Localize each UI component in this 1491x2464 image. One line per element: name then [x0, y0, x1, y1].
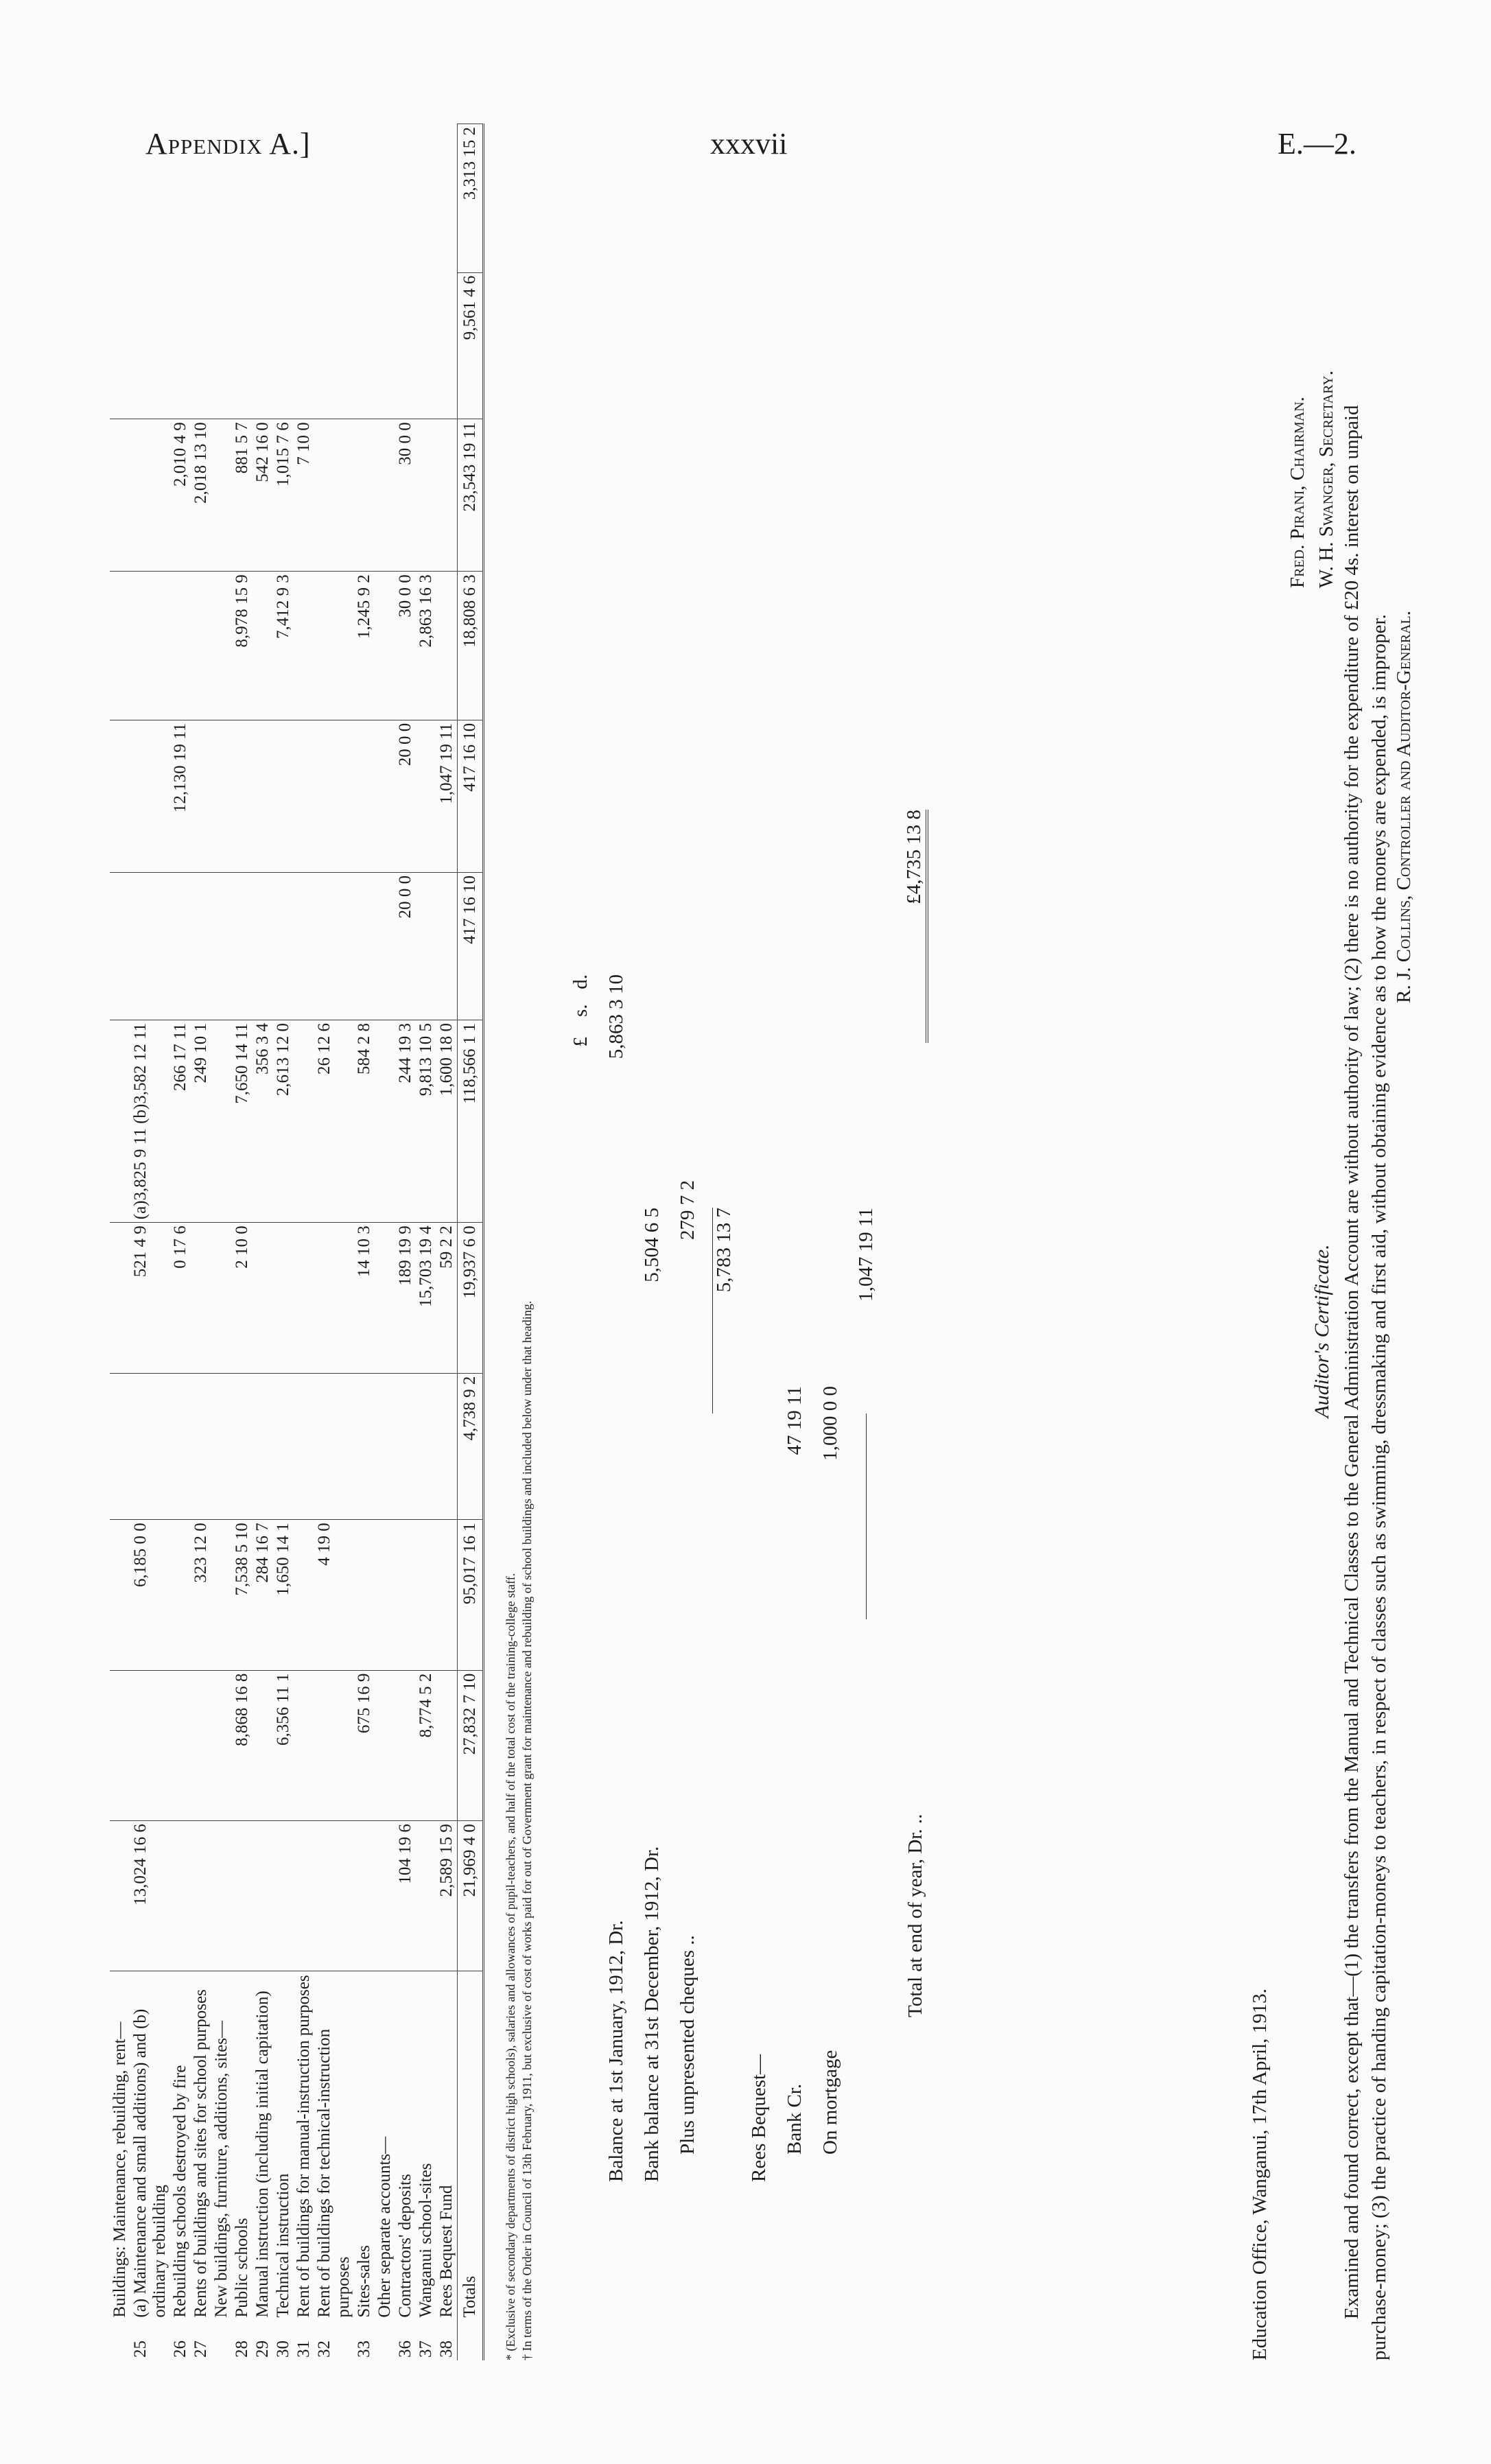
amount-cell: 8,978 15 9: [232, 572, 253, 720]
amount-cell: 4 19 0: [314, 1520, 354, 1670]
amount-cell: [354, 419, 375, 572]
amount-cell: 12,130 19 11: [170, 720, 191, 872]
row-description: Manual instruction (including initial capitation): [253, 1971, 273, 2321]
amount-cell: [170, 1373, 191, 1520]
row-description: (a) Maintenance and small additions) and (b) ordinary rebuilding: [130, 1971, 170, 2321]
totals-row: [458, 124, 484, 2361]
row-number: 26: [171, 2340, 189, 2358]
amount-cell: 59 2 2: [436, 1223, 458, 1373]
amount-cell: 521 4 9: [130, 1223, 170, 1373]
amount-cell: [273, 1223, 294, 1373]
table-row: [436, 124, 458, 2361]
amount-cell: [211, 1223, 232, 1373]
amount-cell: [110, 1520, 130, 1670]
row-description: Wanganui school-sites: [416, 1971, 436, 2321]
table-row: [130, 124, 170, 2361]
row-number: 31: [294, 2340, 313, 2358]
bankcr-value: 47 19 11: [784, 1386, 806, 1455]
mortgage-value: 1,000 0 0: [819, 1386, 842, 1461]
amount-cell: 7,412 9 3: [273, 572, 294, 720]
row-number: 30: [274, 2340, 292, 2358]
amount-cell: [375, 1520, 395, 1670]
row-description: Other separate accounts—: [375, 1971, 395, 2321]
row-description: Rent of buildings for manual-instruction purposes: [294, 1971, 314, 2321]
total-cell: 21,969 4 0: [458, 1821, 484, 1971]
amount-cell: [130, 572, 170, 720]
auditor-signature: R. J. Collins, Controller and Auditor-General.: [1393, 611, 1416, 1003]
amount-cell: [130, 419, 170, 572]
amount-cell: [395, 1670, 416, 1820]
amount-cell: [110, 1373, 130, 1520]
footnote-1: * (Exclusive of secondary departments of district high schools), salaries and allowances of pupil-teachers, and half of the total cost of the training-college staff.: [504, 1573, 517, 2360]
row-number: [110, 2321, 130, 2360]
amount-cell: [110, 1223, 130, 1373]
row-number: [375, 2321, 395, 2360]
amount-cell: 20 0 0: [395, 720, 416, 872]
amount-cell: 2,018 13 10: [191, 419, 211, 572]
balance-label: Balance at 1st January, 1912, Dr.: [605, 1920, 628, 2182]
total-cell: 19,937 6 0: [458, 1223, 484, 1373]
amount-cell: (a)3,825 9 11 (b)3,582 12 11: [130, 1020, 170, 1222]
amount-cell: [436, 1670, 458, 1820]
amount-cell: [170, 1821, 191, 1971]
total-cell: 118,566 1 1: [458, 1020, 484, 1222]
total-cell: 417 16 10: [458, 720, 484, 872]
amount-cell: [314, 1821, 354, 1971]
amount-cell: [416, 419, 436, 572]
amount-cell: [191, 1670, 211, 1820]
amount-cell: [110, 720, 130, 872]
row-description: Rees Bequest Fund: [436, 1971, 458, 2321]
amount-cell: [253, 1821, 273, 1971]
row-description: Buildings: Maintenance, rebuilding, rent—: [110, 1971, 130, 2321]
amount-cell: 244 19 3: [395, 1020, 416, 1222]
row-description: Rents of buildings and sites for school purposes: [191, 1971, 211, 2321]
amount-cell: [170, 872, 191, 1020]
amount-cell: 189 19 9: [395, 1223, 416, 1373]
table-row: [375, 124, 395, 2361]
amount-cell: [253, 872, 273, 1020]
amount-cell: [191, 872, 211, 1020]
totals-label: Totals: [458, 1971, 484, 2321]
row-number: 32: [315, 2340, 333, 2358]
amount-cell: [110, 1670, 130, 1820]
amount-cell: [130, 1670, 170, 1820]
row-number: 27: [191, 2340, 210, 2358]
amount-cell: [354, 1373, 375, 1520]
row-number: 33: [355, 2340, 373, 2358]
amount-cell: 249 10 1: [191, 1020, 211, 1222]
row-number: 37: [416, 2340, 435, 2358]
amount-cell: 104 19 6: [395, 1821, 416, 1971]
page-number: xxxvii: [710, 127, 788, 161]
header-left: Appendix A.]: [145, 127, 311, 161]
amount-cell: 30 0 0: [395, 419, 416, 572]
row-description: Contractors' deposits: [395, 1971, 416, 2321]
certificate-title: Auditor's Certificate.: [1311, 1244, 1333, 1418]
accounts-table: [110, 124, 484, 2360]
lsd-pence: d.: [570, 974, 592, 989]
amount-cell: [253, 1373, 273, 1520]
amount-cell: 1,015 7 6: [273, 419, 294, 572]
table-row: [416, 124, 436, 2361]
amount-cell: [354, 1520, 375, 1670]
amount-cell: 9,813 10 5: [416, 1020, 436, 1222]
amount-cell: [232, 720, 253, 872]
office-line: Education Office, Wanganui, 17th April, 1913.: [1249, 1988, 1271, 2360]
amount-cell: [436, 572, 458, 720]
amount-cell: [314, 1223, 354, 1373]
amount-cell: [232, 872, 253, 1020]
amount-cell: [294, 1821, 314, 1971]
amount-cell: [294, 1223, 314, 1373]
amount-cell: [211, 419, 232, 572]
mortgage-label: On mortgage: [819, 2050, 842, 2155]
lsd-pound: £: [570, 1037, 592, 1047]
amount-cell: [416, 1821, 436, 1971]
amount-cell: [375, 720, 395, 872]
table-row: [253, 124, 273, 2361]
bank-label: Bank balance at 31st December, 1912, Dr.: [641, 1846, 664, 2182]
rees-total: 1,047 19 11: [855, 1208, 878, 1302]
table-row: [354, 124, 375, 2361]
amount-cell: [436, 1373, 458, 1520]
amount-cell: 675 16 9: [354, 1670, 375, 1820]
amount-cell: [416, 1373, 436, 1520]
amount-cell: [211, 572, 232, 720]
balance-value: 5,863 3 10: [605, 974, 628, 1059]
rotated-content: [110, 124, 1475, 2360]
bank-value: 5,504 6 5: [641, 1208, 664, 1282]
amount-cell: [436, 1520, 458, 1670]
amount-cell: [354, 720, 375, 872]
total-cell: 27,832 7 10: [458, 1670, 484, 1820]
amount-cell: 6,356 11 1: [273, 1670, 294, 1820]
amount-cell: [253, 720, 273, 872]
amount-cell: [110, 419, 130, 572]
amount-cell: 30 0 0: [395, 572, 416, 720]
amount-cell: 284 16 7: [253, 1520, 273, 1670]
amount-cell: 2,863 16 3: [416, 572, 436, 720]
amount-cell: 8,774 5 2: [416, 1670, 436, 1820]
bankcr-label: Bank Cr.: [784, 2083, 806, 2155]
row-number: 25: [131, 2340, 150, 2358]
row-number: [211, 2321, 232, 2360]
row-description: New buildings, furniture, additions, sites—: [211, 1971, 232, 2321]
amount-cell: [294, 720, 314, 872]
amount-cell: 881 5 7: [232, 419, 253, 572]
amount-cell: [110, 1020, 130, 1222]
table-row: [314, 124, 354, 2361]
amount-cell: [375, 1670, 395, 1820]
total-value: £4,735 13 8: [903, 810, 928, 1043]
cheques-label: Plus unpresented cheques ..: [677, 1935, 699, 2155]
amount-cell: [110, 1821, 130, 1971]
amount-cell: [294, 1520, 314, 1670]
amount-cell: [314, 1670, 354, 1820]
amount-cell: [354, 872, 375, 1020]
amount-cell: [211, 1821, 232, 1971]
amount-cell: [273, 1821, 294, 1971]
amount-cell: [253, 572, 273, 720]
amount-cell: [211, 1373, 232, 1520]
table-row: [110, 124, 130, 2361]
row-description: Public schools: [232, 1971, 253, 2321]
row-description: Rent of buildings for technical-instruction purposes: [314, 1971, 354, 2321]
amount-cell: [436, 872, 458, 1020]
amount-cell: [170, 1670, 191, 1820]
amount-cell: 13,024 16 6: [130, 1821, 170, 1971]
amount-cell: [110, 872, 130, 1020]
amount-cell: [273, 1373, 294, 1520]
amount-cell: 323 12 0: [191, 1520, 211, 1670]
amount-cell: 6,185 0 0: [130, 1520, 170, 1670]
amount-cell: [170, 1520, 191, 1670]
amount-cell: [211, 1520, 232, 1670]
table-row: [395, 124, 416, 2361]
amount-cell: [253, 1670, 273, 1820]
amount-cell: [191, 720, 211, 872]
header-right: E.—2.: [1278, 127, 1357, 161]
total-label: Total at end of year, Dr. ..: [904, 1814, 927, 2017]
amount-cell: 7,650 14 11: [232, 1020, 253, 1222]
footnotes: [502, 124, 536, 2360]
amount-cell: [191, 1821, 211, 1971]
amount-cell: [211, 720, 232, 872]
footnote-2: † In terms of the Order in Council of 13th February, 1911, but exclusive of cost of works paid for out of Government grant for maintenance and rebuilding of school buildings and included below under that heading.: [520, 1300, 535, 2360]
amount-cell: [191, 1373, 211, 1520]
amount-cell: [130, 872, 170, 1020]
amount-cell: 356 3 4: [253, 1020, 273, 1222]
table-row: [273, 124, 294, 2361]
amount-cell: [211, 1670, 232, 1820]
row-number: 36: [396, 2340, 414, 2358]
amount-cell: [375, 1020, 395, 1222]
amount-cell: [436, 419, 458, 572]
amount-cell: [232, 1373, 253, 1520]
total-cell: 3,313 15 2: [458, 124, 484, 273]
amount-cell: [191, 572, 211, 720]
amount-cell: [211, 872, 232, 1020]
amount-cell: [314, 572, 354, 720]
certificate: [1290, 302, 1416, 2360]
amount-cell: [294, 1670, 314, 1820]
amount-cell: [130, 720, 170, 872]
table-row: [232, 124, 253, 2361]
amount-cell: [191, 1223, 211, 1373]
amount-cell: [294, 1373, 314, 1520]
amount-cell: 1,600 18 0: [436, 1020, 458, 1222]
rees-label: Rees Bequest—: [748, 2054, 771, 2182]
amount-cell: 2,613 12 0: [273, 1020, 294, 1222]
amount-cell: [232, 1821, 253, 1971]
totals-spacer: [458, 2321, 484, 2360]
amount-cell: [395, 1373, 416, 1520]
amount-cell: 1,245 9 2: [354, 572, 375, 720]
amount-cell: 7,538 5 10: [232, 1520, 253, 1670]
amount-cell: [416, 872, 436, 1020]
amount-cell: [416, 720, 436, 872]
amount-cell: [273, 872, 294, 1020]
amount-cell: 7 10 0: [294, 419, 314, 572]
amount-cell: [294, 872, 314, 1020]
certificate-body: Examined and found correct, except that—(1) the transfers from the Manual and Technical Classes to the General Administration Account are without authority of law; (2) there is no authority for the expenditure of £20 4s. interest on unpaid purchase-money; (3) the practice of handing capitation-moneys to teachers, in respect of classes such as swimming, dressmaking and first aid, without obtaining evidence as to how the moneys are expended, is improper.: [1341, 405, 1391, 2360]
total-cell: 23,543 19 11: [458, 419, 484, 572]
signer-secretary: W. H. Swanger, Secretary.: [1315, 371, 1338, 589]
table-row: [170, 124, 191, 2361]
lsd-shilling: s.: [570, 1004, 592, 1018]
row-description: Technical instruction: [273, 1971, 294, 2321]
amount-cell: [314, 720, 354, 872]
amount-cell: [273, 720, 294, 872]
amount-cell: [375, 1373, 395, 1520]
amount-cell: [170, 572, 191, 720]
total-cell: 4,738 9 2: [458, 1373, 484, 1520]
balance-summary: [563, 398, 934, 2182]
table-row: [211, 124, 232, 2361]
amount-cell: [314, 872, 354, 1020]
amount-cell: [375, 572, 395, 720]
total-cell: 18,808 6 3: [458, 572, 484, 720]
lsd-header: [570, 974, 592, 1208]
table-row: [294, 124, 314, 2361]
cheques-value: 279 7 2: [677, 1180, 699, 1240]
amount-cell: 8,868 16 8: [232, 1670, 253, 1820]
amount-cell: [294, 572, 314, 720]
amount-cell: 584 2 8: [354, 1020, 375, 1222]
row-description: Sites-sales: [354, 1971, 375, 2321]
total-cell: 9,561 4 6: [458, 272, 484, 419]
signer-chairman: Fred. Pirani, Chairman.: [1287, 397, 1308, 589]
amount-cell: [354, 1821, 375, 1971]
amount-cell: [294, 1020, 314, 1222]
row-number: 28: [233, 2340, 251, 2358]
amount-cell: 2 10 0: [232, 1223, 253, 1373]
total-cell: 95,017 16 1: [458, 1520, 484, 1670]
amount-cell: [375, 1223, 395, 1373]
amount-cell: 26 12 6: [314, 1020, 354, 1222]
amount-cell: 15,703 19 4: [416, 1223, 436, 1373]
amount-cell: 2,589 15 9: [436, 1821, 458, 1971]
amount-cell: [253, 1223, 273, 1373]
amount-cell: [375, 872, 395, 1020]
row-description: Rebuilding schools destroyed by fire: [170, 1971, 191, 2321]
row-number: 29: [253, 2340, 272, 2358]
amount-cell: 20 0 0: [395, 872, 416, 1020]
amount-cell: 266 17 11: [170, 1020, 191, 1222]
amount-cell: 14 10 3: [354, 1223, 375, 1373]
amount-cell: [375, 1821, 395, 1971]
amount-cell: [416, 1520, 436, 1670]
total-cell: 417 16 10: [458, 872, 484, 1020]
amount-cell: [314, 1373, 354, 1520]
amount-cell: [130, 1373, 170, 1520]
amount-cell: 0 17 6: [170, 1223, 191, 1373]
amount-cell: [110, 572, 130, 720]
amount-cell: 1,650 14 1: [273, 1520, 294, 1670]
subtotal-value: 5,783 13 7: [712, 1208, 736, 1413]
amount-cell: [314, 419, 354, 572]
table-row: [191, 124, 211, 2361]
amount-cell: [375, 419, 395, 572]
amount-cell: 1,047 19 11: [436, 720, 458, 872]
amount-cell: [211, 1020, 232, 1222]
amount-cell: [395, 1520, 416, 1670]
amount-cell: 542 16 0: [253, 419, 273, 572]
row-number: 38: [437, 2340, 456, 2358]
amount-cell: 2,010 4 9: [170, 419, 191, 572]
